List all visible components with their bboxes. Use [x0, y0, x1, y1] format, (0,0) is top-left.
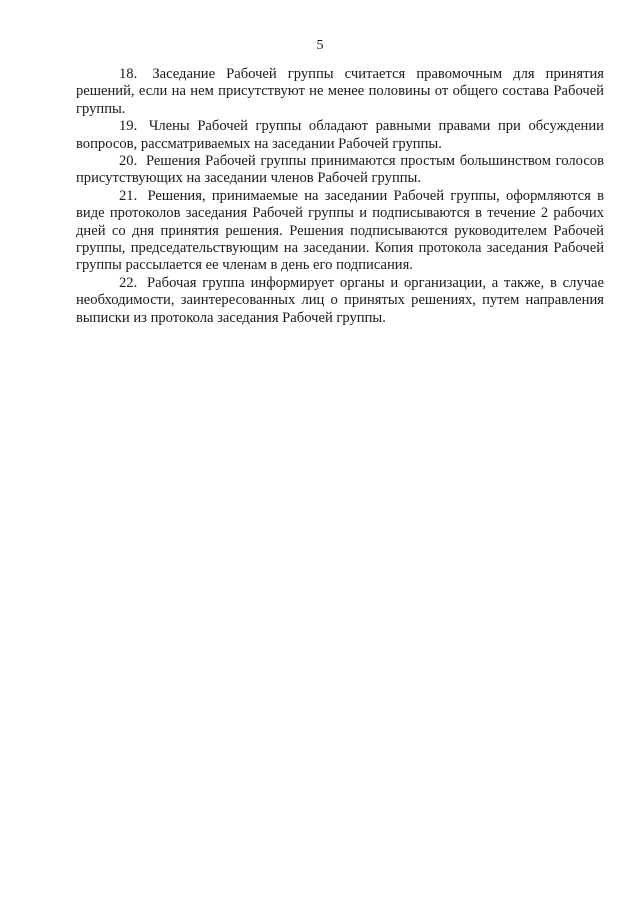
paragraph-19 — [76, 118, 604, 153]
document-body — [76, 66, 604, 327]
paragraph-20 — [76, 153, 604, 188]
paragraph-number: 22. — [119, 274, 138, 291]
paragraph-text: Решения Рабочей группы принимаются простым большинством голосов присутствующих на заседании членов Рабочей группы. — [76, 153, 604, 187]
paragraph-number: 18. — [119, 66, 138, 82]
paragraph-text: Члены Рабочей группы обладают равными правами при обсуждении вопросов, рассматриваемых на заседании Рабочей группы. — [76, 118, 604, 152]
paragraph-18 — [76, 66, 604, 118]
paragraph-number: 20. — [119, 153, 138, 170]
paragraph-text: Решения, принимаемые на заседании Рабочей группы, оформляются в виде протоколов заседания Рабочей группы и подписываются в течение 2 рабочих дней со дня принятия решения. Решения подписываются руководителем Рабочей группы, председательствующим на заседании. Копия протокола заседания Рабочей группы рассылается ее членам в день его подписания. — [76, 187, 604, 274]
paragraph-21 — [76, 188, 604, 275]
paragraph-text: Рабочая группа информирует органы и организации, а также, в случае необходимости, заинтересованных лиц о принятых решениях, путем направления выписки из протокола заседания Рабочей группы. — [76, 274, 604, 326]
page-number: 5 — [316, 38, 324, 53]
paragraph-22 — [76, 275, 604, 327]
paragraph-number: 21. — [119, 187, 138, 204]
paragraph-number: 19. — [119, 118, 138, 135]
paragraph-text: Заседание Рабочей группы считается правомочным для принятия решений, если на нем присутствуют не менее половины от общего состава Рабочей группы. — [76, 66, 604, 117]
